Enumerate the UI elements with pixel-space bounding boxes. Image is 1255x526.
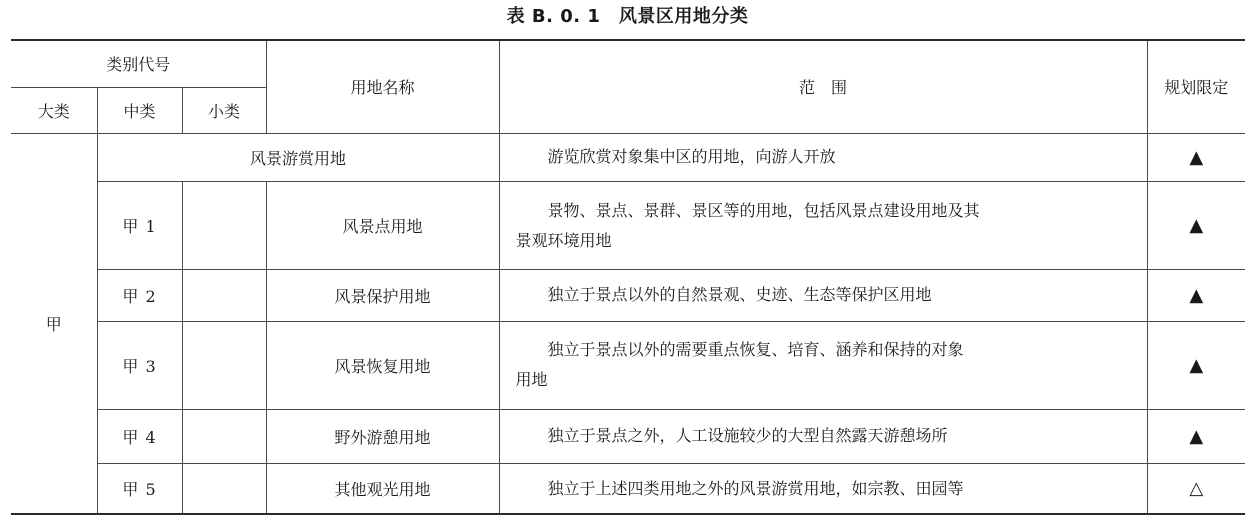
medium-code: 甲 4 bbox=[97, 409, 182, 463]
header-scope: 范 围 bbox=[499, 40, 1147, 133]
group-land-name: 风景游赏用地 bbox=[97, 133, 499, 181]
medium-code: 甲 2 bbox=[97, 270, 182, 321]
group-scope bbox=[499, 133, 1147, 181]
limit-mark: ▲ bbox=[1147, 409, 1245, 463]
scope bbox=[499, 182, 1147, 270]
scope-line-1: 独立于景点以外的需要重点恢复、培育、涵养和保持的对象 bbox=[547, 340, 964, 360]
land-name: 其他观光用地 bbox=[266, 464, 499, 514]
limit-mark: ▲ bbox=[1147, 321, 1245, 409]
table-row bbox=[11, 270, 1245, 321]
scope-line-2: 景观环境用地 bbox=[515, 230, 612, 250]
scope-line-1: 独立于上述四类用地之外的风景游赏用地，如宗教、田园等 bbox=[547, 478, 964, 498]
group-scope-text: 游览欣赏对象集中区的用地，向游人开放 bbox=[547, 147, 836, 167]
header-category-code: 类别代号 bbox=[11, 40, 266, 87]
scope bbox=[499, 270, 1147, 321]
scope bbox=[499, 321, 1147, 409]
minor-code bbox=[182, 321, 266, 409]
table-row-group bbox=[11, 133, 1245, 181]
land-name: 风景恢复用地 bbox=[266, 321, 499, 409]
header-row-1 bbox=[11, 40, 1245, 87]
medium-code: 甲 5 bbox=[97, 464, 182, 514]
group-limit-mark: ▲ bbox=[1147, 133, 1245, 181]
limit-mark: △ bbox=[1147, 464, 1245, 514]
scope bbox=[499, 409, 1147, 463]
table-row bbox=[11, 182, 1245, 270]
scope-line-1: 独立于景点之外，人工设施较少的大型自然露天游憩场所 bbox=[547, 426, 948, 446]
minor-code bbox=[182, 270, 266, 321]
minor-code bbox=[182, 409, 266, 463]
header-land-name: 用地名称 bbox=[266, 40, 499, 133]
header-planning-limit: 规划限定 bbox=[1147, 40, 1245, 133]
scope bbox=[499, 464, 1147, 514]
land-name: 风景点用地 bbox=[266, 182, 499, 270]
limit-mark: ▲ bbox=[1147, 182, 1245, 270]
limit-mark: ▲ bbox=[1147, 270, 1245, 321]
table-row bbox=[11, 321, 1245, 409]
land-use-classification-table bbox=[11, 39, 1245, 515]
header-minor-class: 小类 bbox=[182, 87, 266, 133]
land-name: 野外游憩用地 bbox=[266, 409, 499, 463]
medium-code: 甲 1 bbox=[97, 182, 182, 270]
header-major-class: 大类 bbox=[11, 87, 97, 133]
header-medium-class: 中类 bbox=[97, 87, 182, 133]
minor-code bbox=[182, 182, 266, 270]
medium-code: 甲 3 bbox=[97, 321, 182, 409]
scope-line-1: 景物、景点、景群、景区等的用地，包括风景点建设用地及其 bbox=[547, 200, 980, 220]
land-name: 风景保护用地 bbox=[266, 270, 499, 321]
table-caption: 表 B. 0. 1 风景区用地分类 bbox=[506, 6, 749, 27]
scope-line-2: 用地 bbox=[515, 370, 548, 390]
minor-code bbox=[182, 464, 266, 514]
table-row bbox=[11, 409, 1245, 463]
major-class-code: 甲 bbox=[11, 133, 97, 514]
table-row bbox=[11, 464, 1245, 514]
scope-line-1: 独立于景点以外的自然景观、史迹、生态等保护区用地 bbox=[547, 285, 932, 305]
